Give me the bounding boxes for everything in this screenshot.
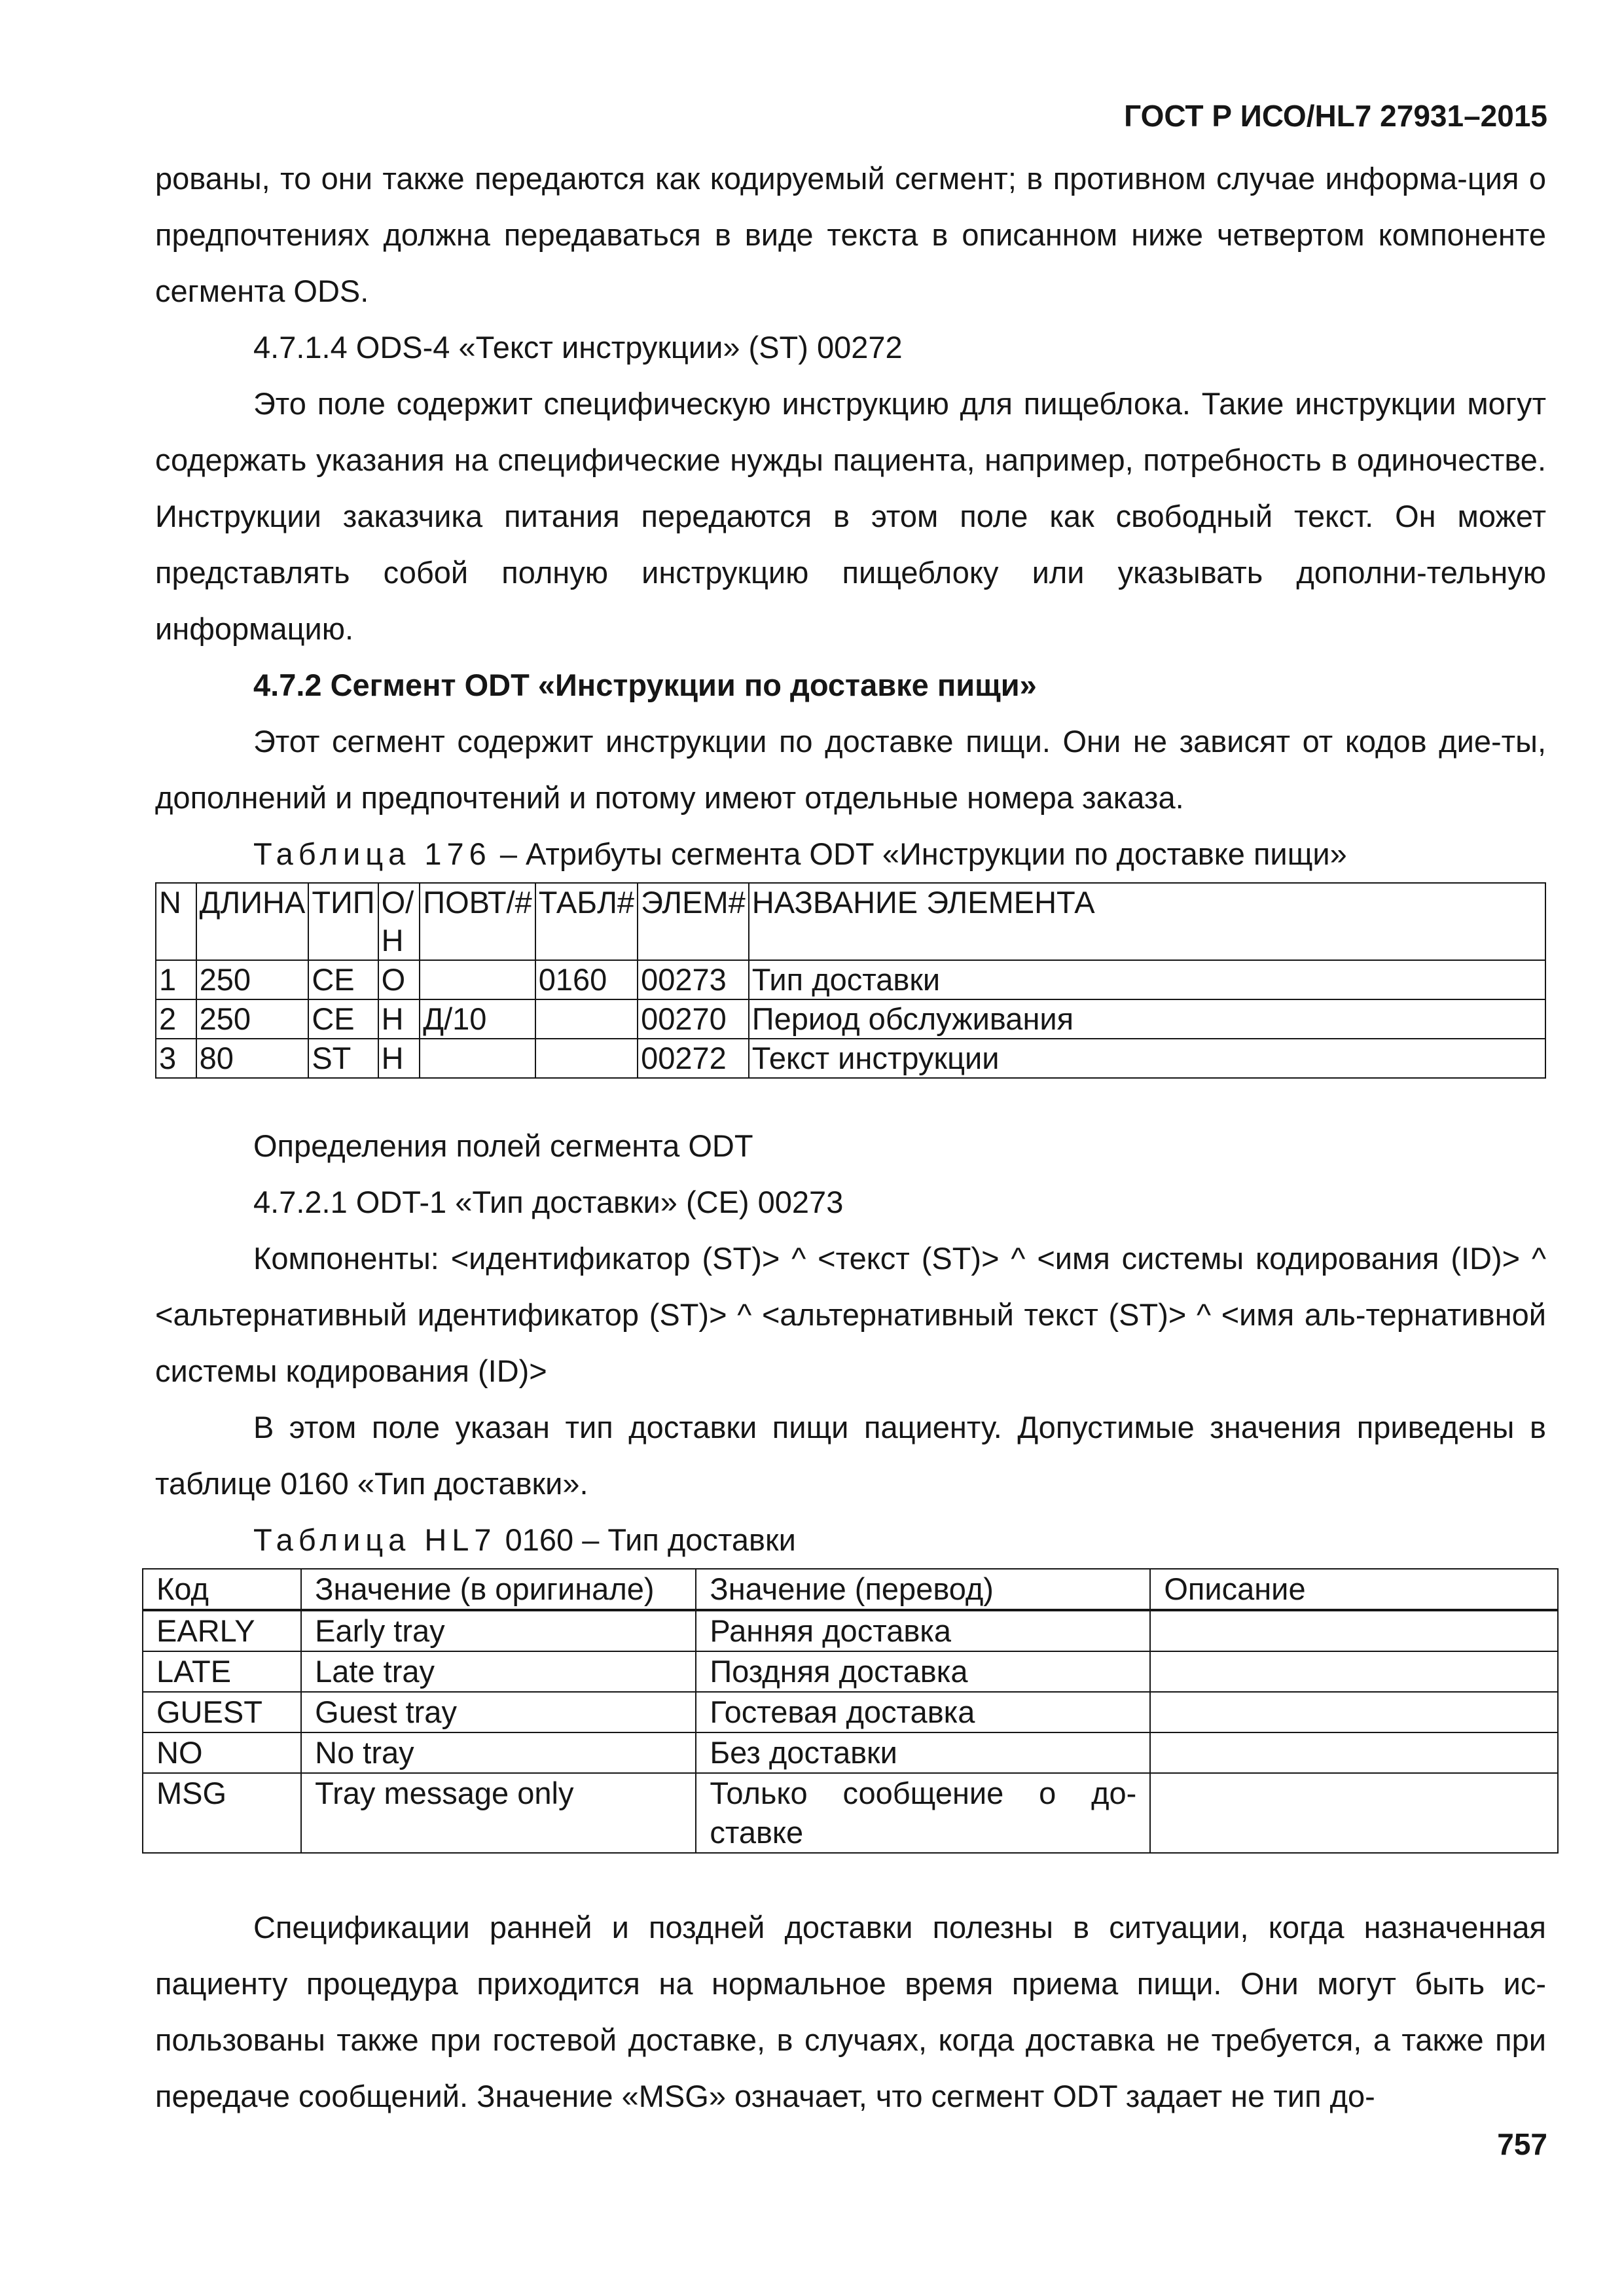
table-cell: 80 bbox=[196, 1039, 309, 1078]
table-cell: ST bbox=[308, 1039, 378, 1078]
column-header: ТАБЛ# bbox=[535, 883, 638, 960]
table-cell: Late tray bbox=[301, 1651, 696, 1692]
table-row bbox=[143, 1732, 1558, 1773]
table-header-row bbox=[143, 1569, 1558, 1610]
table-caption-text: – Атрибуты сегмента ODT «Инструкции по доставке пищи» bbox=[499, 836, 1347, 871]
table-cell bbox=[1150, 1773, 1558, 1853]
table-cell: О bbox=[378, 960, 420, 999]
table-cell: 3 bbox=[156, 1039, 196, 1078]
table-cell: LATE bbox=[143, 1651, 301, 1692]
table-cell bbox=[535, 999, 638, 1039]
table-cell: Н bbox=[378, 1039, 420, 1078]
column-header: НАЗВАНИЕ ЭЛЕМЕНТА bbox=[749, 883, 1545, 960]
page-number: 757 bbox=[1497, 2127, 1547, 2161]
table-cell: Early tray bbox=[301, 1610, 696, 1651]
paragraph: Компоненты: <идентификатор (ST)> ^ <текст (ST)> ^ <имя системы кодирования (ID)> ^ <альтернативный идентификатор (ST)> ^ <альтернативный текст (ST)> ^ <имя аль-тернативной системы кодирования (ID)> bbox=[155, 1241, 1546, 1388]
table-cell bbox=[1150, 1692, 1558, 1732]
table-row bbox=[143, 1773, 1558, 1853]
table-cell: 250 bbox=[196, 960, 309, 999]
table-cell: Без доставки bbox=[696, 1732, 1150, 1773]
table-row bbox=[156, 999, 1545, 1039]
page-header: ГОСТ Р ИСО/HL7 27931–2015 bbox=[1124, 99, 1547, 133]
column-header: ДЛИНА bbox=[196, 883, 309, 960]
paragraph: Это поле содержит специфическую инструкцию для пищеблока. Такие инструкции могут содержать указания на специфические нужды пациента, например, потребность в одиночестве. Инструкции заказчика питания передаются в этом поле как свободный текст. Он может представлять собой полную инструкцию пищеблоку или указывать дополни-тельную информацию. bbox=[155, 386, 1546, 646]
section-heading: 4.7.2 Сегмент ODT «Инструкции по доставке пищи» bbox=[253, 668, 1037, 702]
column-header: Описание bbox=[1150, 1569, 1558, 1610]
table-cell: GUEST bbox=[143, 1692, 301, 1732]
column-header: ЭЛЕМ# bbox=[638, 883, 749, 960]
table-cell bbox=[420, 1039, 535, 1078]
column-header: ПОВТ/# bbox=[420, 883, 535, 960]
table-cell: Tray message only bbox=[301, 1773, 696, 1853]
table-row bbox=[143, 1610, 1558, 1651]
table-cell: Guest tray bbox=[301, 1692, 696, 1732]
table-cell bbox=[535, 1039, 638, 1078]
table-cell: 2 bbox=[156, 999, 196, 1039]
table-cell bbox=[1150, 1732, 1558, 1773]
table-cell: 00272 bbox=[638, 1039, 749, 1078]
table-cell: 250 bbox=[196, 999, 309, 1039]
paragraph: рованы, то они также передаются как кодируемый сегмент; в противном случае информа-ция о предпочтениях должна передаваться в виде текста в описанном ниже четвертом компоненте сегмента ODS. bbox=[155, 161, 1546, 308]
table-cell: Гостевая доставка bbox=[696, 1692, 1150, 1732]
table-cell: No tray bbox=[301, 1732, 696, 1773]
table-cell: MSG bbox=[143, 1773, 301, 1853]
table-cell: 0160 bbox=[535, 960, 638, 999]
attributes-table bbox=[155, 882, 1546, 1079]
table-cell: Д/10 bbox=[420, 999, 535, 1039]
table-caption-label: Таблица HL7 bbox=[253, 1522, 497, 1557]
table-cell: CE bbox=[308, 960, 378, 999]
document-body bbox=[155, 151, 1546, 2125]
delivery-type-table bbox=[142, 1568, 1559, 1854]
paragraph: Спецификации ранней и поздней доставки полезны в ситуации, когда назначенная пациенту процедура приходится на нормальное время приема пищи. Они могут быть ис-пользованы также при гостевой доставке, в случаях, когда доставка не требуется, а также при передаче сообщений. Значение «MSG» означает, что сегмент ODT задает не тип до- bbox=[155, 1910, 1546, 2113]
table-cell: EARLY bbox=[143, 1610, 301, 1651]
table-cell: Только сообщение о до-ставке bbox=[696, 1773, 1150, 1853]
paragraph: Этот сегмент содержит инструкции по доставке пищи. Они не зависят от кодов дие-ты, дополнений и предпочтений и потому имеют отдельные номера заказа. bbox=[155, 724, 1546, 815]
table-caption bbox=[155, 1512, 1546, 1568]
table-cell: Н bbox=[378, 999, 420, 1039]
table-cell: Период обслуживания bbox=[749, 999, 1545, 1039]
table-row bbox=[143, 1692, 1558, 1732]
table-cell: Поздняя доставка bbox=[696, 1651, 1150, 1692]
table-row bbox=[143, 1651, 1558, 1692]
table-header-row bbox=[156, 883, 1545, 960]
paragraph: 4.7.1.4 ODS-4 «Текст инструкции» (ST) 00272 bbox=[253, 330, 903, 365]
table-cell: Ранняя доставка bbox=[696, 1610, 1150, 1651]
table-row bbox=[156, 960, 1545, 999]
column-header: ТИП bbox=[308, 883, 378, 960]
table-cell bbox=[1150, 1651, 1558, 1692]
table-cell: 1 bbox=[156, 960, 196, 999]
table-caption-text: 0160 – Тип доставки bbox=[505, 1522, 796, 1557]
table-caption bbox=[155, 826, 1546, 882]
table-cell bbox=[420, 960, 535, 999]
paragraph: 4.7.2.1 ODT-1 «Тип доставки» (CE) 00273 bbox=[253, 1185, 844, 1219]
paragraph: Определения полей сегмента ODT bbox=[253, 1128, 753, 1163]
table-cell: NO bbox=[143, 1732, 301, 1773]
table-cell: 00270 bbox=[638, 999, 749, 1039]
column-header: Значение (в оригинале) bbox=[301, 1569, 696, 1610]
table-cell: CE bbox=[308, 999, 378, 1039]
table-caption-label: Таблица 176 bbox=[253, 836, 492, 871]
column-header: О/Н bbox=[378, 883, 420, 960]
table-cell: Тип доставки bbox=[749, 960, 1545, 999]
table-cell: Текст инструкции bbox=[749, 1039, 1545, 1078]
table-cell: 00273 bbox=[638, 960, 749, 999]
paragraph: В этом поле указан тип доставки пищи пациенту. Допустимые значения приведены в таблице 0160 «Тип доставки». bbox=[155, 1410, 1546, 1501]
table-cell bbox=[1150, 1610, 1558, 1651]
column-header: N bbox=[156, 883, 196, 960]
column-header: Код bbox=[143, 1569, 301, 1610]
column-header: Значение (перевод) bbox=[696, 1569, 1150, 1610]
table-row bbox=[156, 1039, 1545, 1078]
